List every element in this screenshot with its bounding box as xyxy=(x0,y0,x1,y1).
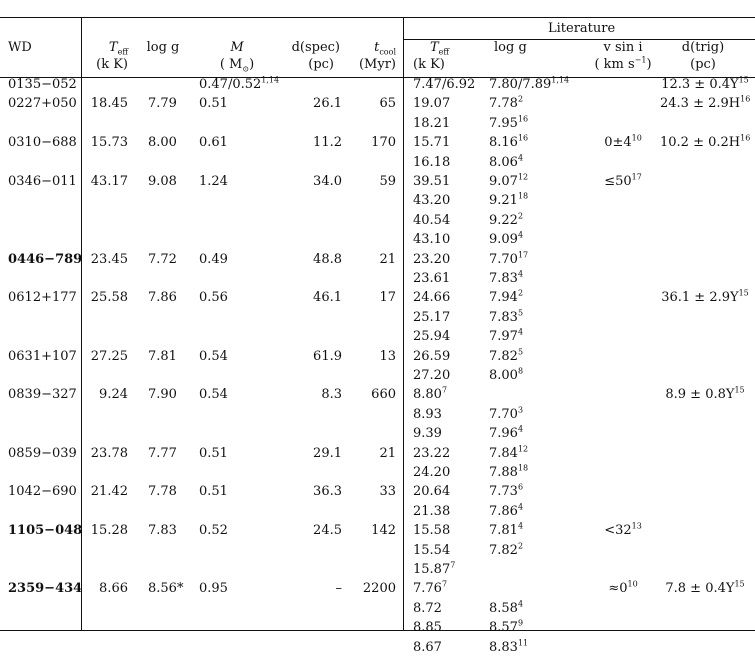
teff-value: 18.45 xyxy=(90,96,128,112)
wd-name: 0227+050 xyxy=(8,96,77,112)
dspec-value: – xyxy=(335,581,342,597)
logg-value: 7.83 xyxy=(148,523,177,539)
lit-logg-value: 7.88$^{18}$ xyxy=(489,463,529,480)
teff-col-header: $T_{eff}$ xyxy=(108,40,128,57)
teff-value: 43.17 xyxy=(90,174,128,189)
tcool-col-header: $t_{cool}$ xyxy=(374,40,396,57)
mass-value: 0.47/0.52$^{1,14}$ xyxy=(199,75,280,92)
vsini-value: $\le 50^{17}$ xyxy=(604,172,642,189)
vsini-unit: ( km $s^{-1}$) xyxy=(594,55,652,72)
lit-logg-value: 7.96$^4$ xyxy=(489,424,524,442)
dspec-value: 48.8 xyxy=(313,251,342,267)
lit-logg-value: 7.82$^5$ xyxy=(489,347,524,364)
reference-superscript: 5 xyxy=(517,347,524,357)
reference-superscript: 8 xyxy=(517,366,524,376)
mass-value: 0.52 xyxy=(199,523,228,539)
lit-teff-value: 40.54 xyxy=(413,212,451,228)
mass-col-header: M xyxy=(230,40,244,55)
reference-superscript: 15 xyxy=(734,386,745,396)
reference-superscript: 15 xyxy=(738,75,749,85)
lit-teff-value: 19.07 xyxy=(413,96,451,112)
lit-teff-value: 16.18 xyxy=(413,154,451,170)
wd-name: 0839−327 xyxy=(8,387,77,403)
reference-superscript: 16 xyxy=(740,95,751,105)
teff-value: 27.25 xyxy=(90,348,128,364)
reference-superscript: 16 xyxy=(740,133,751,143)
tcool-value: 65 xyxy=(379,96,396,112)
dspec-value: 36.3 xyxy=(313,484,342,500)
logg-value: 9.08 xyxy=(148,174,177,189)
lit-teff-value: 8.80$^7$ xyxy=(413,386,448,403)
dtrig-value: $7.8 \pm 0.4Y^{15}$ xyxy=(665,580,745,597)
logg-value: 7.77 xyxy=(148,445,177,461)
lit-teff-value: 43.10 xyxy=(413,232,451,248)
tcool-value: 17 xyxy=(379,290,396,306)
teff-value: 23.78 xyxy=(90,445,128,461)
wd-name: 0346−011 xyxy=(8,174,77,189)
reference-superscript: 15 xyxy=(734,580,745,590)
teff-value: 15.28 xyxy=(90,523,128,539)
lit-teff-value: 24.66 xyxy=(413,290,451,306)
reference-superscript: 6 xyxy=(517,483,524,493)
teff-unit: (k K) xyxy=(96,57,128,72)
lit-teff-value: 25.17 xyxy=(413,309,451,325)
reference-superscript: 13 xyxy=(631,521,642,531)
tcool-value: 33 xyxy=(379,484,396,500)
reference-superscript: 11 xyxy=(517,638,529,648)
literature-heading: Literature xyxy=(548,21,616,36)
bottom-rule xyxy=(0,630,755,631)
mass-unit: ( $M_⊙$) xyxy=(219,57,255,74)
lit-logg-value: 9.22$^2$ xyxy=(489,211,524,228)
dspec-value: 29.1 xyxy=(313,445,342,461)
reference-superscript: 2 xyxy=(517,211,524,221)
wd-name: 0631+107 xyxy=(8,348,77,364)
wd-col-header: WD xyxy=(8,40,32,55)
lit-logg-value: 9.07$^{12}$ xyxy=(489,172,529,189)
divider-literature xyxy=(403,18,404,631)
reference-superscript: 3 xyxy=(517,405,524,415)
mass-value: 0.51 xyxy=(199,484,228,500)
reference-superscript: 7 xyxy=(450,560,456,570)
teff-value: 9.24 xyxy=(99,387,128,403)
logg-value: 8.00 xyxy=(148,135,177,151)
tcool-value: 170 xyxy=(371,135,396,151)
wd-name: 0859−039 xyxy=(8,445,77,461)
reference-superscript: 10 xyxy=(631,133,642,143)
dspec-value: 11.2 xyxy=(313,135,342,151)
top-rule xyxy=(0,17,755,18)
reference-superscript: 1,14 xyxy=(261,75,280,85)
lit-logg-value: 7.84$^{12}$ xyxy=(489,444,529,461)
dtrig-value: $24.3 \pm 2.9H^{16}$ xyxy=(660,95,751,112)
lit-logg-value: 8.58$^4$ xyxy=(489,599,524,616)
teff-value: 21.42 xyxy=(90,484,128,500)
teff-value: 23.45 xyxy=(90,251,128,267)
lit-teff-col-header: $T_{eff}$ xyxy=(430,40,450,57)
reference-superscript: 4 xyxy=(517,153,524,163)
lit-teff-value: 23.20 xyxy=(413,251,451,267)
reference-superscript: 10 xyxy=(627,580,638,590)
reference-superscript: 4 xyxy=(517,502,524,512)
lit-teff-value: 15.54 xyxy=(413,542,451,558)
lit-teff-value: 24.20 xyxy=(413,465,451,480)
mass-value: 0.61 xyxy=(199,135,228,151)
reference-superscript: 4 xyxy=(517,230,524,240)
mass-value: 0.95 xyxy=(199,581,228,597)
lit-teff-value: 15.71 xyxy=(413,135,451,151)
reference-superscript: 4 xyxy=(517,599,524,609)
lit-teff-value: 39.51 xyxy=(413,174,451,189)
reference-superscript: 4 xyxy=(517,521,524,531)
header-bottom-rule xyxy=(0,77,755,78)
vsini-col-header: v sin i xyxy=(603,40,643,55)
logg-value: 7.78 xyxy=(148,484,177,500)
lit-logg-value: 7.70$^3$ xyxy=(489,405,524,422)
vsini-value: $<32^{13}$ xyxy=(604,521,642,539)
reference-superscript: 17 xyxy=(517,250,529,260)
lit-teff-value: 21.38 xyxy=(413,503,451,519)
dspec-value: 34.0 xyxy=(313,174,342,189)
lit-teff-value: 8.72 xyxy=(413,600,442,616)
tcool-unit: (Myr) xyxy=(358,57,396,72)
lit-logg-value: 8.06$^4$ xyxy=(489,153,524,170)
wd-name: 0446−789 xyxy=(8,251,83,267)
reference-superscript: 4 xyxy=(517,269,524,279)
reference-superscript: 16 xyxy=(517,114,529,124)
lit-teff-value: 23.22 xyxy=(413,445,451,461)
tcool-value: 660 xyxy=(371,387,396,403)
reference-superscript: 9 xyxy=(517,618,524,628)
lit-teff-value: 8.85 xyxy=(413,620,442,636)
lit-teff-value: 15.58 xyxy=(413,523,451,539)
lit-logg-value: 8.00$^8$ xyxy=(489,366,524,383)
lit-teff-value: 27.20 xyxy=(413,368,451,383)
dspec-value: 46.1 xyxy=(313,290,342,306)
lit-logg-value: 7.95$^{16}$ xyxy=(489,114,529,131)
wd-name: 0612+177 xyxy=(8,290,77,306)
logg-value: 7.90 xyxy=(148,387,177,403)
wd-name: 2359−434 xyxy=(8,581,83,597)
lit-teff-value: 26.59 xyxy=(413,348,451,364)
dspec-value: 8.3 xyxy=(321,387,342,403)
wd-name: 1105−048 xyxy=(8,523,83,539)
tcool-value: 142 xyxy=(371,523,396,539)
lit-teff-value: 18.21 xyxy=(413,115,451,131)
lit-logg-value: 9.21$^{18}$ xyxy=(489,192,529,209)
tcool-value: 13 xyxy=(379,348,396,364)
lit-teff-value: 43.20 xyxy=(413,193,451,209)
lit-logg-value: 9.09$^4$ xyxy=(489,230,524,248)
lit-logg-col-header: log g xyxy=(494,40,527,55)
reference-superscript: 7 xyxy=(441,580,448,590)
mass-value: 0.54 xyxy=(199,348,228,364)
lit-logg-value: 7.86$^4$ xyxy=(489,502,524,519)
reference-superscript: 12 xyxy=(517,444,529,454)
reference-superscript: 2 xyxy=(517,95,524,105)
dtrig-col-header: d(trig) xyxy=(681,40,725,55)
dtrig-value: $10.2 \pm 0.2H^{16}$ xyxy=(660,133,751,151)
lit-teff-value: 7.47/6.92 xyxy=(413,77,476,92)
logg-value: 7.81 xyxy=(148,348,177,364)
lit-teff-value: 25.94 xyxy=(413,329,451,345)
teff-value: 8.66 xyxy=(99,581,128,597)
vsini-value: $\approx 0^{10}$ xyxy=(608,580,638,597)
lit-teff-unit: (k K) xyxy=(413,57,445,72)
reference-superscript: 7 xyxy=(441,386,448,396)
teff-value: 25.58 xyxy=(90,290,128,306)
tcool-value: 21 xyxy=(379,251,396,267)
lit-teff-value: 8.67 xyxy=(413,639,442,655)
teff-value: 15.73 xyxy=(90,135,128,151)
lit-teff-value: 9.39 xyxy=(413,426,442,442)
logg-value: 7.79 xyxy=(148,96,177,112)
wd-name: 0310−688 xyxy=(8,135,77,151)
reference-superscript: 16 xyxy=(517,133,529,143)
lit-teff-value: 20.64 xyxy=(413,484,451,500)
mass-value: 0.51 xyxy=(199,96,228,112)
reference-superscript: 4 xyxy=(517,327,524,337)
lit-logg-value: 7.81$^4$ xyxy=(489,521,524,539)
reference-superscript: 2 xyxy=(517,541,524,551)
reference-superscript: 5 xyxy=(517,308,524,318)
lit-logg-value: 7.73$^6$ xyxy=(489,483,524,500)
tcool-value: 59 xyxy=(379,174,396,189)
lit-logg-value: 7.82$^2$ xyxy=(489,541,524,558)
dspec-value: 24.5 xyxy=(313,523,342,539)
vsini-value: $0\pm 4^{10}$ xyxy=(604,133,642,151)
lit-teff-value: 15.87$^7$ xyxy=(413,560,456,577)
mass-value: 0.56 xyxy=(199,290,228,306)
dtrig-unit: (pc) xyxy=(690,57,716,72)
reference-superscript: 1,14 xyxy=(551,75,570,85)
reference-superscript: 4 xyxy=(517,424,524,434)
mass-value: 0.54 xyxy=(199,387,228,403)
lit-logg-value: 7.80/7.89$^{1,14}$ xyxy=(489,75,570,92)
lit-logg-value: 7.94$^2$ xyxy=(489,289,524,306)
reference-superscript: 15 xyxy=(738,289,749,299)
mass-value: 0.51 xyxy=(199,445,228,461)
wd-name: 1042−690 xyxy=(8,484,77,500)
dspec-col-header: d(spec) xyxy=(291,40,340,55)
dtrig-value: $36.1 \pm 2.9Y^{15}$ xyxy=(661,289,749,306)
wd-name: 0135−052 xyxy=(8,77,77,92)
dtrig-value: $12.3 \pm 0.4Y^{15}$ xyxy=(661,75,749,92)
lit-logg-value: 7.70$^{17}$ xyxy=(489,250,529,267)
dspec-value: 61.9 xyxy=(313,348,342,364)
lit-logg-value: 8.83$^{11}$ xyxy=(489,638,529,655)
logg-value: 7.72 xyxy=(148,251,177,267)
dspec-value: 26.1 xyxy=(313,96,342,112)
lit-logg-value: 8.16$^{16}$ xyxy=(489,133,529,151)
logg-value: 7.86 xyxy=(148,290,177,306)
lit-logg-value: 7.83$^4$ xyxy=(489,269,524,286)
tcool-value: 2200 xyxy=(362,581,396,597)
lit-logg-value: 8.57$^9$ xyxy=(489,618,524,636)
reference-superscript: 2 xyxy=(517,289,524,299)
mass-value: 0.49 xyxy=(199,251,228,267)
logg-col-header: log g xyxy=(146,40,180,55)
logg-value: 8.56* xyxy=(148,581,184,597)
reference-superscript: 18 xyxy=(517,463,529,473)
lit-teff-value: 8.93 xyxy=(413,406,442,422)
mass-value: 1.24 xyxy=(199,174,228,189)
lit-logg-value: 7.78$^2$ xyxy=(489,95,524,112)
reference-superscript: 17 xyxy=(631,172,642,182)
reference-superscript: 12 xyxy=(517,172,529,182)
lit-logg-value: 7.97$^4$ xyxy=(489,327,524,345)
tcool-value: 21 xyxy=(379,445,396,461)
dspec-unit: (pc) xyxy=(308,57,334,72)
lit-teff-value: 23.61 xyxy=(413,271,451,286)
lit-teff-value: 7.76$^7$ xyxy=(413,580,448,597)
dtrig-value: $8.9 \pm 0.8Y^{15}$ xyxy=(665,386,745,403)
lit-logg-value: 7.83$^5$ xyxy=(489,308,524,325)
reference-superscript: 18 xyxy=(517,192,529,202)
